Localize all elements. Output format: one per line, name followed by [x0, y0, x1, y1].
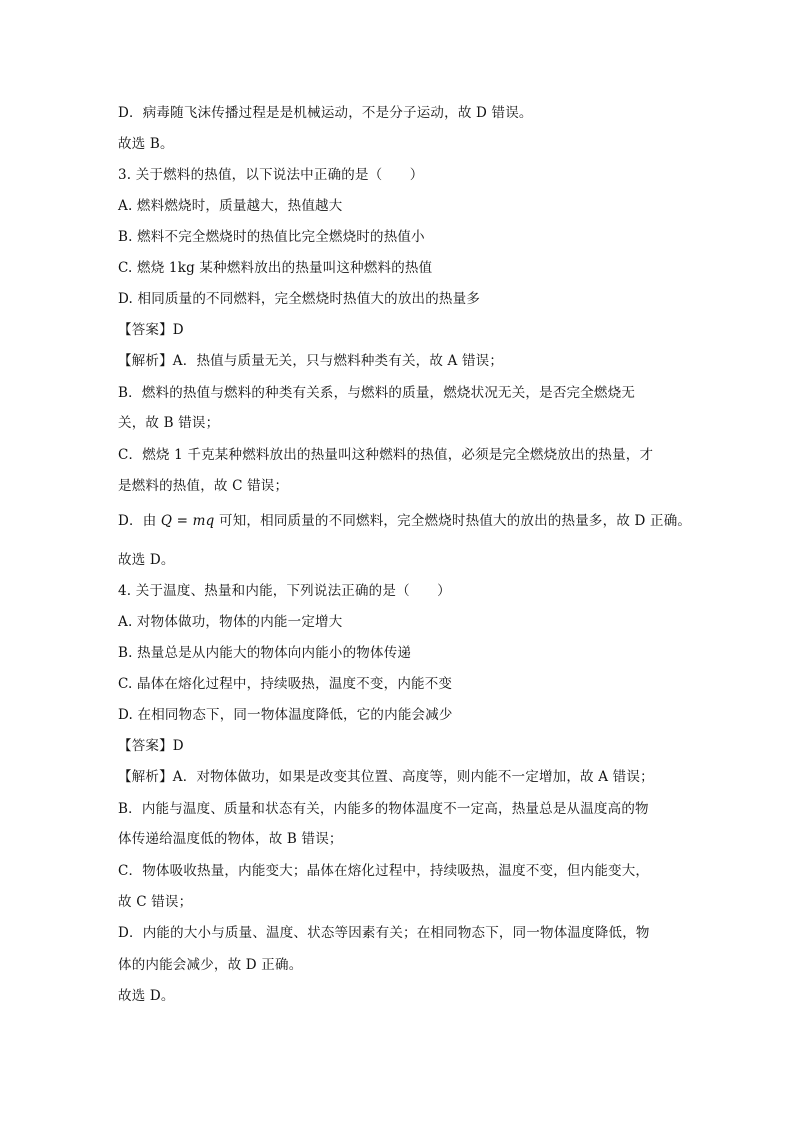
text-line: 故选 D。 — [118, 988, 175, 1004]
question-3-stem: 3. 关于燃料的热值，以下说法中正确的是（ ） — [118, 167, 424, 183]
text-line: 是燃料的热值，故 C 错误； — [118, 478, 289, 494]
text-line: C．燃烧 1 千克某种燃料放出的热量叫这种燃料的热值，必须是完全燃烧放出的热量，才 — [118, 447, 654, 463]
question-4-option-a: A. 对物体做功，物体的内能一定增大 — [118, 614, 343, 630]
question-4-option-c: C. 晶体在熔化过程中，持续吸热，温度不变，内能不变 — [118, 676, 453, 692]
text-line: D．病毒随飞沫传播过程是是机械运动，不是分子运动，故 D 错误。 — [118, 105, 533, 121]
question-3-option-b: B. 燃料不完全燃烧时的热值比完全燃烧时的热值小 — [118, 229, 425, 245]
text-line: 关，故 B 错误； — [118, 415, 220, 431]
question-3-analysis: 【解析】A．热值与质量无关，只与燃料种类有关，故 A 错误； — [118, 353, 504, 369]
text-line: D．内能的大小与质量、温度、状态等因素有关；在相同物态下，同一物体温度降低，物 — [118, 925, 650, 941]
formula-line-prefix: D．由 — [118, 513, 161, 529]
text-line: 体的内能会减少，故 D 正确。 — [118, 957, 303, 973]
question-4-option-b: B. 热量总是从内能大的物体向内能小的物体传递 — [118, 645, 412, 661]
text-line: 故选 D。 — [118, 552, 175, 568]
text-line: B．燃料的热值与燃料的种类有关系，与燃料的质量，燃烧状况无关，是否完全燃烧无 — [118, 385, 636, 401]
text-line: 故选 B。 — [118, 136, 174, 152]
question-4-stem: 4. 关于温度、热量和内能，下列说法正确的是（ ） — [118, 583, 451, 599]
text-line: 故 C 错误； — [118, 894, 193, 910]
formula-line-suffix: 可知，相同质量的不同燃料，完全燃烧时热值大的放出的热量多，故 D 正确。 — [214, 513, 692, 529]
text-line: 体传递给温度低的物体，故 B 错误； — [118, 831, 343, 847]
question-3-option-c: C. 燃烧 1kg 某种燃料放出的热量叫这种燃料的热值 — [118, 260, 433, 276]
formula-text-line — [118, 512, 691, 530]
question-4-answer: 【答案】D — [118, 738, 184, 754]
question-4-option-d: D. 在相同物态下，同一物体温度降低，它的内能会减少 — [118, 707, 453, 723]
question-4-analysis: 【解析】A．对物体做功，如果是改变其位置、高度等，则内能不一定增加，故 A 错误； — [118, 769, 654, 785]
formula-q-equals-mq: Q = mq — [160, 513, 215, 529]
question-3-option-a: A. 燃料燃烧时，质量越大，热值越大 — [118, 198, 343, 214]
question-3-option-d: D. 相同质量的不同燃料，完全燃烧时热值大的放出的热量多 — [118, 291, 481, 307]
text-line: B．内能与温度、质量和状态有关，内能多的物体温度不一定高，热量总是从温度高的物 — [118, 801, 649, 817]
text-line: C．物体吸收热量，内能变大；晶体在熔化过程中，持续吸热，温度不变，但内能变大， — [118, 863, 650, 879]
question-3-answer: 【答案】D — [118, 322, 184, 338]
